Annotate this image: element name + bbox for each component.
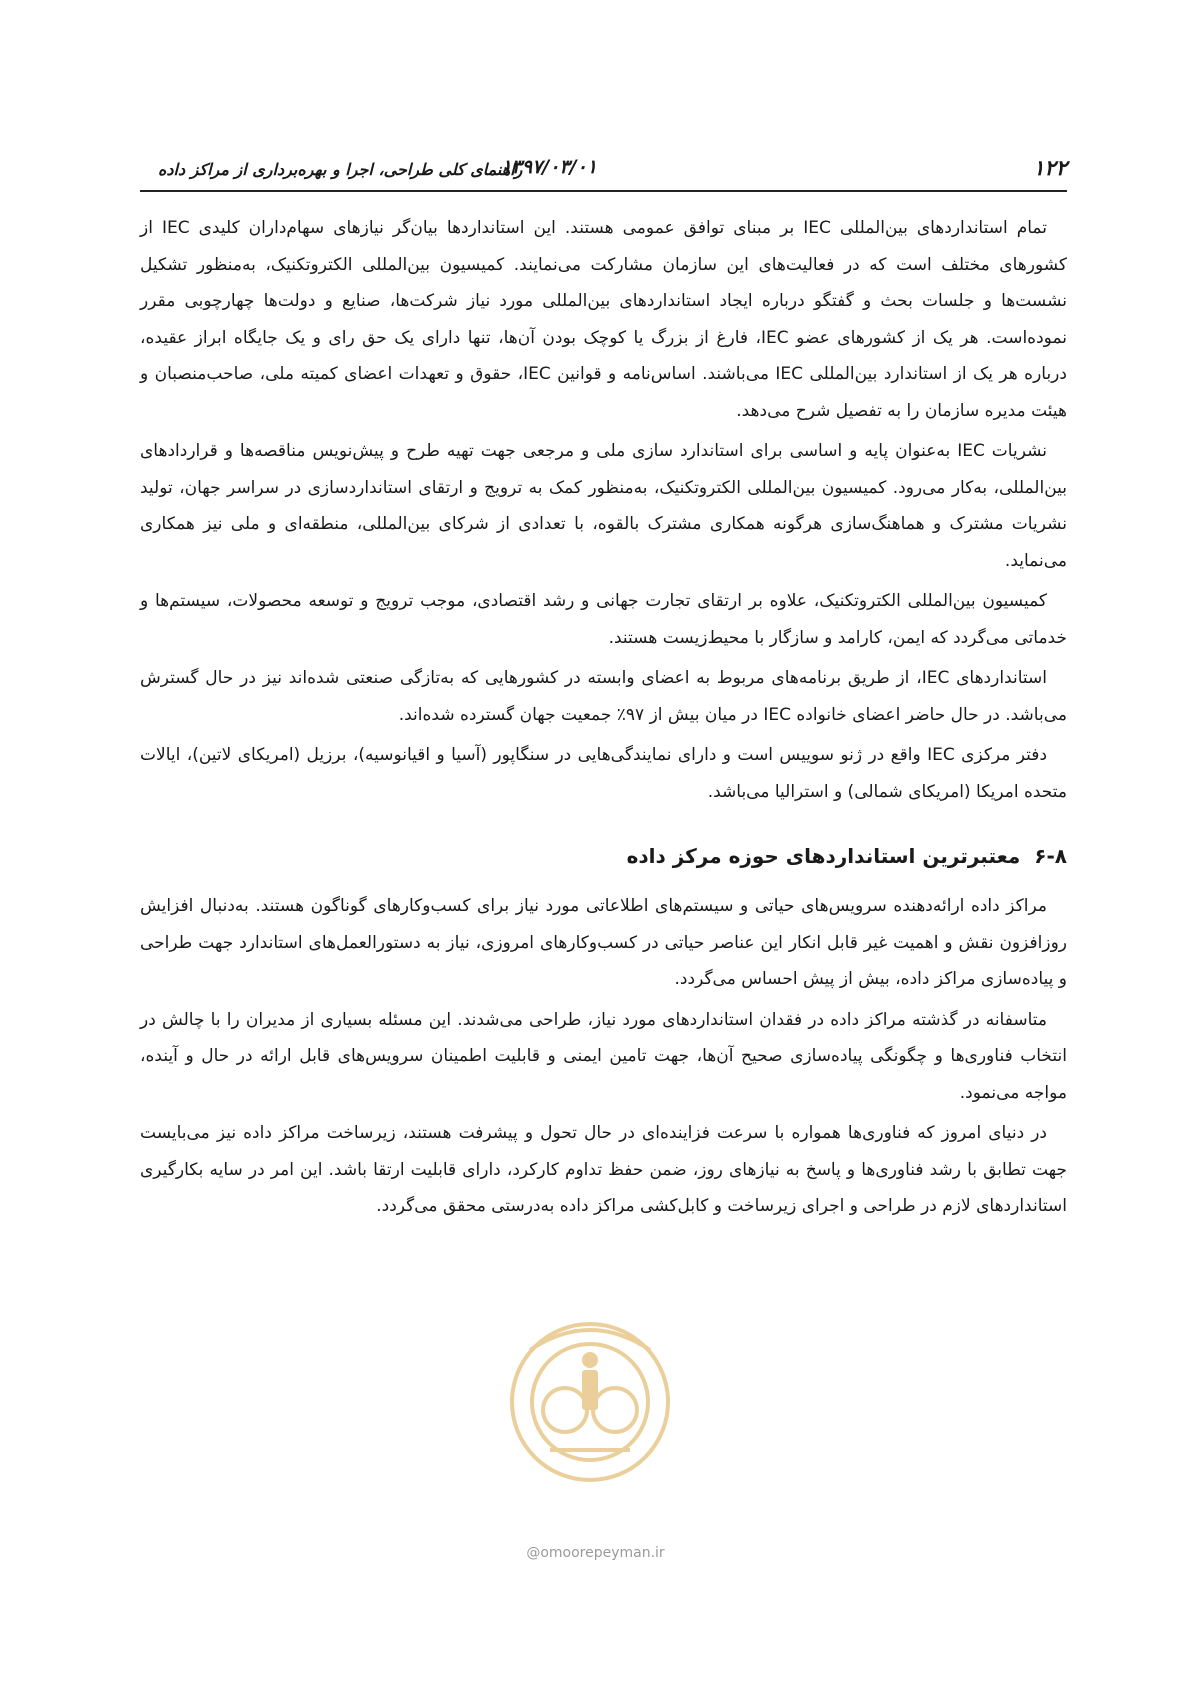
page-header [140, 148, 1067, 192]
paragraph: تمام استانداردهای بین‌المللی IEC بر مبنای توافق عمومی هستند. این استانداردها بیان‌گر نیازهای سهام‌داران کلیدی IEC از کشورهای مختلف است که در فعالیت‌های این سازمان مشارکت می‌نمایند. کمیسیون بین‌المللی الکتروتکنیک، به‌منظور تشکیل نشست‌ها و جلسات بحث و گفتگو درباره ایجاد استانداردهای بین‌المللی مورد نیاز شرکت‌ها، صنایع و دولت‌ها چهارچوبی مقرر نموده‌است. هر یک از کشورهای عضو IEC، فارغ از بزرگ یا کوچک بودن آن‌ها، تنها دارای یک حق رای و یک جایگاه ابراز عقیده، درباره هر یک از استاندارد بین‌المللی IEC می‌باشند. اساس‌نامه و قوانین IEC، حقوق و تعهدات اعضای کمیته ملی، صاحب‌منصبان و هیئت مدیره سازمان را به تفصیل شرح می‌دهد. [140, 218, 1068, 421]
section-title: معتبرترین استانداردهای حوزه مرکز داده [626, 844, 1021, 868]
seal-logo-watermark [470, 1290, 710, 1510]
paragraph: مراکز داده ارائه‌دهنده سرویس‌های حیاتی و سیستم‌های اطلاعاتی مورد نیاز برای کسب‌وکارهای گوناگون هستند. به‌دنبال افزایش روزافزون نقش و اهمیت غیر قابل انکار این عناصر حیاتی در کسب‌وکارهای امروزی، نیاز به دستورالعمل‌های استاندارد جهت طراحی و پیاده‌سازی مراکز داده، بیش از پیش احساس می‌گردد. [140, 896, 1067, 989]
page-body [140, 210, 1067, 1229]
running-title: راهنمای کلی طراحی، اجرا و بهره‌برداری از مراکز داده [158, 160, 523, 179]
paragraph: استانداردهای IEC، از طریق برنامه‌های مربوط به اعضای وابسته در کشورهایی که به‌تازگی صنعتی شده‌اند نیز در حال گسترش می‌باشد. در حال حاضر اعضای خانواده IEC در میان بیش از ۹۷٪ جمعیت جهان گسترده شده‌اند. [140, 668, 1067, 725]
section-number: ۶-۸ [1034, 844, 1067, 868]
paragraph: کمیسیون بین‌المللی الکتروتکنیک، علاوه بر ارتقای تجارت جهانی و رشد اقتصادی، موجب ترویج و توسعه محصولات، سیستم‌ها و خدماتی می‌گردد که ایمن، کارامد و سازگار با محیط‌زیست هستند. [140, 591, 1067, 648]
paragraph: نشریات IEC به‌عنوان پایه و اساسی برای استاندارد سازی ملی و مرجعی جهت تهیه طرح و پیش‌نویس مناقصه‌ها و قراردادهای بین‌المللی، به‌کار می‌رود. کمیسیون بین‌المللی الکتروتکنیک، به‌منظور کمک به ترویج و ارتقای استانداردسازی در سراسر جهان، تولید نشریات مشترک و هماهنگ‌سازی هرگونه همکاری مشترک بالقوه، با تعدادی از شرکای بین‌المللی، منطقه‌ای و ملی نیز همکاری می‌نماید. [140, 441, 1067, 571]
header-date: ۱۳۹۷/۰۳/۰۱ [501, 156, 597, 178]
footer-url: @omoorepeyman.ir [526, 1545, 665, 1561]
section-heading [140, 838, 1067, 874]
page-number: ۱۲۲ [1033, 156, 1067, 180]
paragraph: دفتر مرکزی IEC واقع در ژنو سوییس است و دارای نمایندگی‌هایی در سنگاپور (آسیا و اقیانوسیه)، برزیل (امریکای لاتین)، ایالات متحده امریکا (امریکای شمالی) و استرالیا می‌باشد. [140, 745, 1067, 802]
paragraph: در دنیای امروز که فناوری‌ها همواره با سرعت فزاینده‌ای در حال تحول و پیشرفت هستند، زیرساخت مراکز داده نیز می‌بایست جهت تطابق با رشد فناوری‌ها و پاسخ به نیازهای روز، ضمن حفظ تداوم کارکرد، دارای قابلیت ارتقا باشد. این امر در سایه بکارگیری استانداردهای لازم در طراحی و اجرای زیرساخت و کابل‌کشی مراکز داده به‌درستی محقق می‌گردد. [140, 1123, 1067, 1216]
paragraph: متاسفانه در گذشته مراکز داده در فقدان استانداردهای مورد نیاز، طراحی می‌شدند. این مسئله بسیاری از مدیران را با چالش در انتخاب فناوری‌ها و چگونگی پیاده‌سازی صحیح آن‌ها، جهت تامین ایمنی و قابلیت اطمینان سرویس‌های قابل ارائه در حال و آینده، مواجه می‌نمود. [140, 1009, 1067, 1103]
